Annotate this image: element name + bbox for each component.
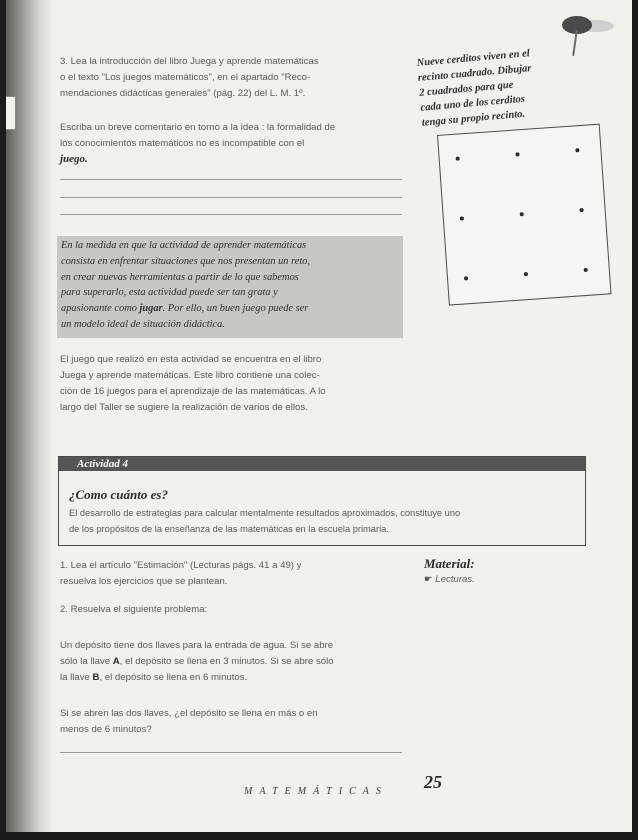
task3-comment-line1: Escriba un breve comentario en torno a la idea : la formalidad de [60, 122, 336, 133]
note-line5: tenga su propio recinto. [421, 108, 526, 129]
quote-line2: consista en enfrentar situaciones que nos presentan un reto, [61, 255, 311, 267]
pig-enclosure-square [437, 124, 612, 306]
note-line4: cada uno de los cerditos [420, 93, 526, 114]
task2-problem-line2 [60, 654, 334, 670]
note-line3: 2 cuadrados para que [418, 79, 514, 99]
pig-dot [520, 212, 524, 216]
quote-line5-c: . Por ello, un buen juego puede ser [162, 303, 309, 315]
pig-dot [584, 268, 588, 272]
problem-text: sólo la llave [60, 656, 113, 667]
task3-line3: mendaciones didácticas generales" (pág. 22) del L. M. 1º. [60, 88, 306, 99]
pig-dot [456, 156, 460, 160]
activity-title: ¿Como cuánto es? [69, 487, 168, 502]
pig-dot [575, 148, 579, 152]
task3-comment-line3: juego. [60, 153, 88, 165]
task2-problem-line3 [60, 670, 247, 686]
note-line1: Nueve cerditos viven en el [416, 48, 531, 69]
quote-line6: un modelo ideal de situación didáctica. [61, 318, 225, 330]
note-line2: recinto cuadrado. Dibujar [417, 63, 532, 84]
task2-question-line1: Si se abren las dos llaves, ¿el depósito se llena en más o en [60, 708, 318, 719]
answer-line-3 [60, 214, 402, 215]
quote-keyword: jugar [139, 303, 163, 315]
quote-line5 [61, 301, 399, 317]
pig-dot [460, 216, 464, 220]
material-item-text: Lecturas. [435, 574, 475, 585]
game-para-line1: El juego que realizó en esta actividad se encuentra en el libro [60, 354, 322, 365]
activity-header-bar [59, 457, 585, 471]
answer-line-2 [60, 197, 402, 198]
task3-line2: o el texto "Los juegos matemáticos", en el apartado "Reco- [60, 72, 311, 83]
task2-intro: 2. Resuelva el siguiente problema: [60, 604, 208, 615]
quote-line5-a: apasionante como [61, 303, 140, 315]
valve-b-label: B [92, 672, 100, 683]
activity-box [58, 456, 586, 546]
pig-dot [515, 152, 519, 156]
quote-line1: En la medida en que la actividad de aprender matemáticas [61, 240, 307, 251]
footer-subject: MATEMÁTICAS [244, 786, 388, 797]
pointing-hand-icon: ☛ [424, 574, 436, 585]
problem-text: la llave [60, 672, 93, 683]
problem-text: , el depósito se llena en 6 minutos. [99, 672, 248, 683]
game-para-line3: ción de 16 juegos para el aprendizaje de las matemáticas. A lo [60, 386, 326, 397]
answer-line-1 [60, 179, 402, 180]
pig-dot [524, 272, 528, 276]
activity-body-line1: El desarrollo de estrategias para calcular mentalmente resultados aproximados, constituye uno [69, 508, 461, 518]
game-para-line2: Juega y aprende matemáticas. Este libro contiene una colec- [60, 370, 320, 381]
task2-problem-line1: Un depósito tiene dos llaves para la entrada de agua. Si se abre [60, 640, 334, 651]
answer-line-4 [60, 752, 402, 753]
task3-comment-line2: los conocimientos matemáticos no es incompatible con el [60, 138, 305, 149]
quote-line3: en crear nuevas herramientas a partir de lo que sabemos [61, 271, 299, 283]
quote-box [57, 236, 403, 338]
valve-a-label: A [112, 656, 120, 667]
task1-line2: resuelva los ejercicios que se plantean. [60, 576, 228, 587]
activity-label: Actividad 4 [73, 458, 132, 470]
game-para-line4: largo del Taller se sugiere la realización de varios de ellos. [60, 402, 308, 413]
material-item [424, 574, 475, 585]
pig-dot [579, 208, 583, 212]
problem-text: , el depósito se llena en 3 minutos. Si se abre sólo [119, 656, 334, 667]
pig-dot [464, 276, 468, 280]
task3-line1: 3. Lea la introducción del libro Juega y aprende matemáticas [60, 56, 319, 67]
page-tab [6, 96, 16, 130]
quote-line4: para superarlo, esta actividad puede ser tan grata y [61, 287, 278, 299]
activity-body-line2: de los propósitos de la enseñanza de las matemáticas en la escuela primaria. [69, 524, 389, 534]
page-number: 25 [424, 772, 442, 792]
task2-question-line2: menos de 6 minutos? [60, 724, 152, 735]
task1-line1: 1. Lea el artículo "Estimación" (Lecturas págs. 41 a 49) y [60, 560, 302, 571]
activity-body [69, 505, 581, 537]
material-title: Material: [424, 556, 475, 571]
